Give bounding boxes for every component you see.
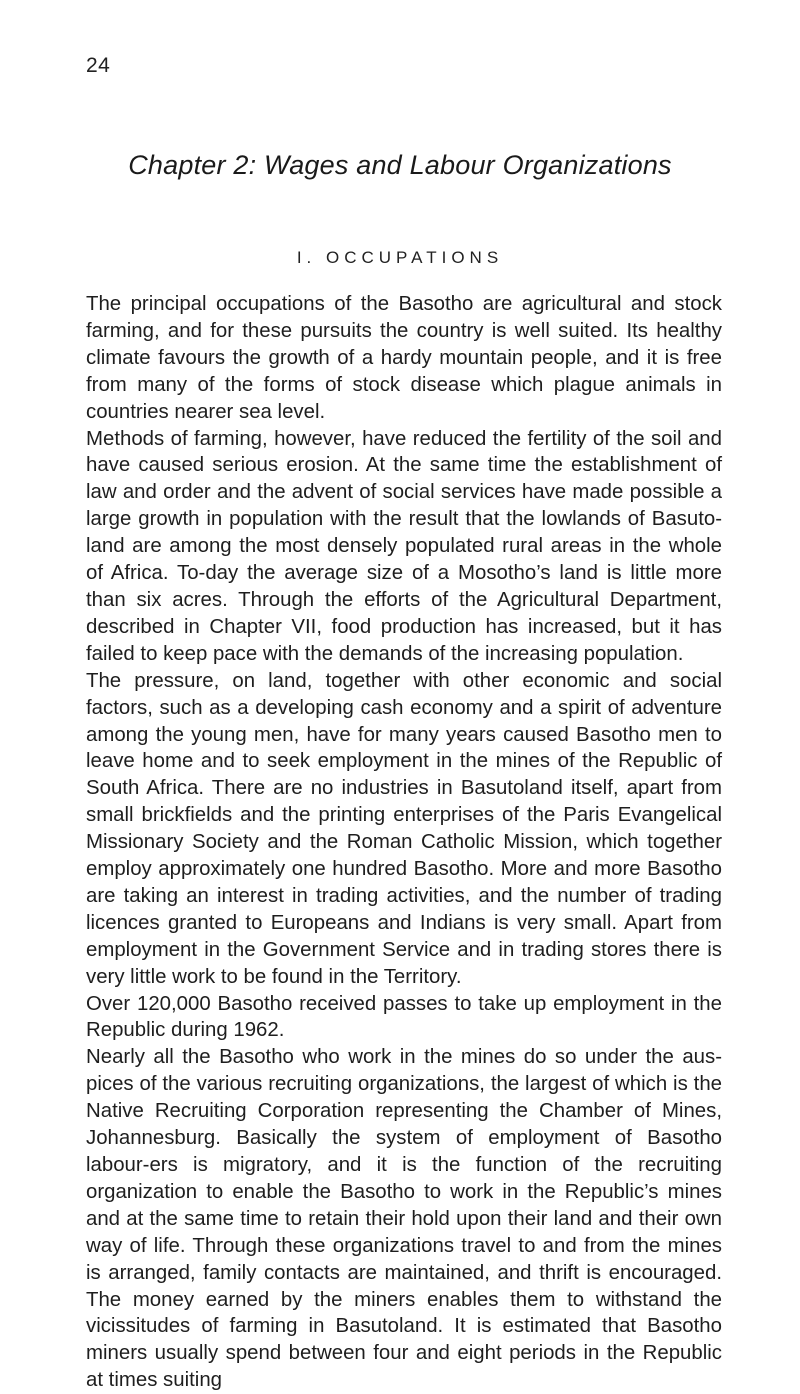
paragraph-passes-1962: Over 120,000 Basotho received passes to take up employment in the Republic during 1962. — [86, 992, 722, 1042]
paragraph-land-pressure: The pressure, on land, together with other economic and social factors, such as a developing cash economy and a spirit of adventure among the young men, have for many years caused Basotho men to leave home and to seek employment in the mines of the Republic of South Africa. There are no industries in Basutoland itself, apart from small brickfields and the printing enterprises of the Paris Evangelical Missionary Society and the Roman Catholic Mission, which together employ approximately one hundred Basotho. More and more Basotho are taking an interest in trading activities, and the number of trading licences granted to Europeans and Indians is very small. Apart from employment in the Government Service and in trading stores there is very little work to be found in the Territory. — [86, 669, 722, 988]
paragraph-occupations-intro: The principal occupations of the Basotho are agricultural and stock farming, and for these pursuits the country is well suited. Its healthy climate favours the growth of a hardy mountain people, and it is free from many of the forms of stock disease which plague animals in countries nearer sea level. — [86, 293, 722, 423]
chapter-title: Chapter 2: Wages and Labour Organizations — [128, 150, 672, 180]
paragraph-recruiting: Nearly all the Basotho who work in the mines do so under the aus-pices of the various recruiting organizations, the largest of which is the Native Recruiting Corporation representing the Chamber of Mines, Johannesburg. Basically the system of employment of Basotho labour-ers is migratory, and it is the function of the recruiting organization to enable the Basotho to work in the Republic’s mines and at the same time to retain their hold upon their land and their own way of life. Through these organizations travel to and from the mines is arranged, family contacts are maintained, and thrift is encouraged. The money earned by the miners enables them to withstand the vicissitudes of farming in Basutoland. It is estimated that Basotho miners usually spend between four and eight periods in the Republic at times suiting — [86, 1046, 722, 1392]
section-heading: I. OCCUPATIONS — [296, 248, 504, 267]
body-text — [86, 291, 722, 1394]
page-number: 24 — [86, 54, 111, 77]
paragraph-farming-methods: Methods of farming, however, have reduced the fertility of the soil and have caused serious erosion. At the same time the establishment of law and order and the advent of social services have made possible a large growth in population with the result that the lowlands of Basuto-land are among the most densely populated rural areas in the whole of Africa. To-day the average size of a Mosotho’s land is little more than six acres. Through the efforts of the Agricultural Department, described in Chapter VII, food production has increased, but it has failed to keep pace with the demands of the increasing population. — [86, 427, 722, 665]
